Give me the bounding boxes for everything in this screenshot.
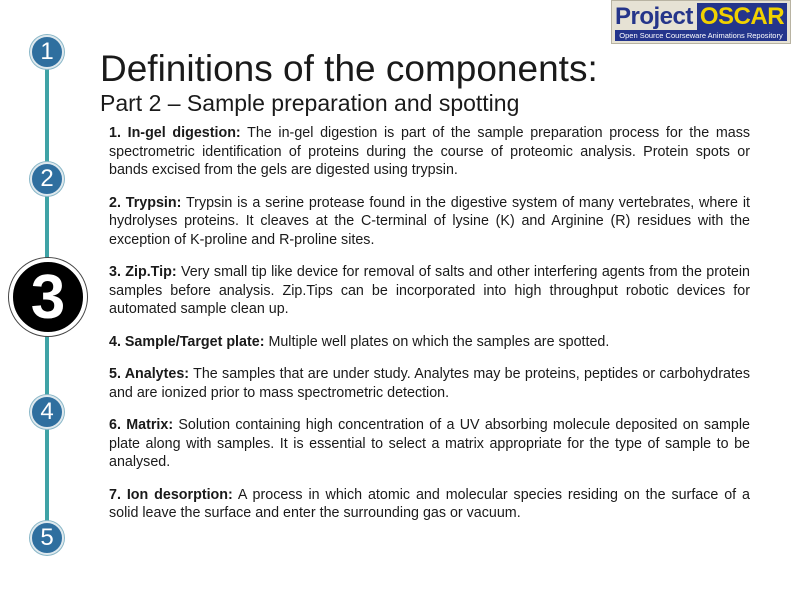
definition-item [109,194,750,250]
definition-term: 2. Trypsin: [109,194,182,211]
definition-text: A process in which atomic and molecular species residing on the surface of a solid leave the surface and enter the surrounding gas or vacuum. [109,486,750,521]
definition-text: Solution containing high concentration of a UV absorbing molecule deposited on sample plate along with samples. It is essential to select a matrix appropriate for the type of sample to be analysed. [109,417,751,470]
definition-text: The in-gel digestion is part of the sample preparation process for the mass spectrometric identification of proteins during the course of proteomic analysis. Protein spots or bands excised from the gels are digested using trypsin. [109,125,750,178]
definition-text: Trypsin is a serine protease found in the digestive system of many vertebrates, where it hydrolyses proteins. It cleaves at the C-terminal of lysine (K) and Arginine (R) residues with the exception of K-proline and R-proline sites. [109,194,750,248]
definition-text: Multiple well plates on which the samples are spotted. [264,333,610,350]
logo-wordmark [615,3,787,31]
logo-tagline: Open Source Courseware Animations Repository [615,30,787,41]
definition-term: 7. Ion desorption: [109,486,233,503]
page-title: Definitions of the components: [100,48,598,89]
definition-item [109,365,750,402]
definition-term: 3. Zip.Tip: [109,264,177,280]
definitions-list [109,124,750,537]
definition-term: 4. Sample/Target plate: [109,333,265,350]
definition-term: 6. Matrix: [109,417,174,433]
definition-item [109,486,750,523]
logo-word-oscar: OSCAR [697,3,787,31]
definition-item [109,263,750,319]
logo-word-project: Project [615,3,693,30]
definition-term: 5. Analytes: [109,366,190,382]
step-5-button[interactable]: 5 [30,521,64,555]
step-4-button[interactable]: 4 [30,395,64,429]
page-subtitle: Part 2 – Sample preparation and spotting [100,90,520,116]
step-3-button-active[interactable]: 3 [9,258,87,336]
definition-item [109,124,750,180]
definition-text: The samples that are under study. Analytes may be proteins, peptides or carbohydrates and are ionized prior to mass spectrometric detection. [109,366,750,401]
project-oscar-logo [611,0,791,44]
definition-item [109,416,750,472]
definition-item [109,333,750,352]
step-2-button[interactable]: 2 [30,162,64,196]
definition-term: 1. In-gel digestion: [109,125,241,141]
step-1-button[interactable]: 1 [30,35,64,69]
definition-text: Very small tip like device for removal of salts and other interfering agents from the protein samples before analysis. Zip.Tips can be incorporated into high throughput robotic devices for automated sample clean up. [109,264,750,317]
